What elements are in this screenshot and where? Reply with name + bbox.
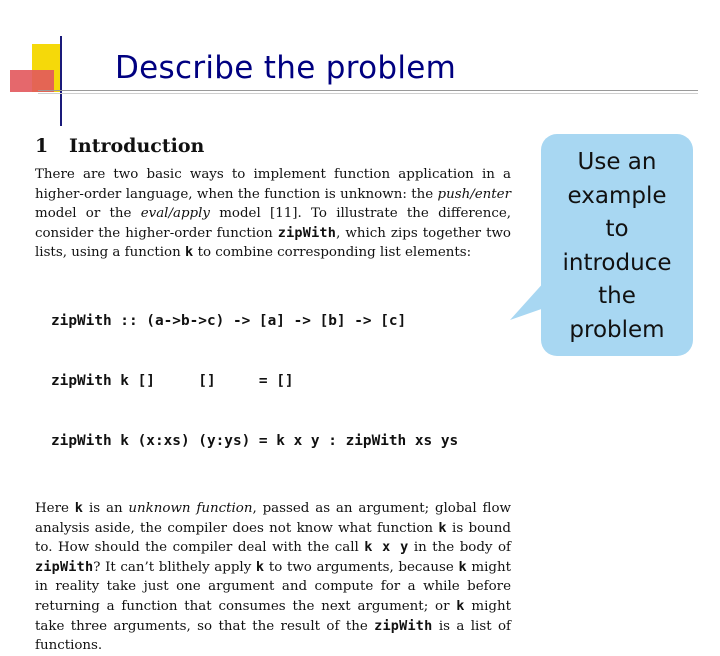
callout-line: example <box>567 182 667 209</box>
callout-line: introduce <box>562 249 672 276</box>
inline-code: k <box>456 597 465 614</box>
paragraph-text: might take three arguments, so that the result of the <box>35 598 511 634</box>
title-underline <box>38 90 698 91</box>
slide-title: Describe the problem <box>115 50 457 86</box>
callout-text <box>541 146 693 347</box>
paragraph-text: ? It can’t blithely apply <box>93 559 256 575</box>
callout-line: the <box>598 283 636 309</box>
title-underline-shadow <box>38 93 698 94</box>
paragraph-text: in the body of <box>408 540 512 556</box>
inline-code: k <box>184 244 194 261</box>
inline-code: k <box>255 558 265 575</box>
paragraph-text: is a list of functions. <box>35 618 511 654</box>
inline-code: zipWith <box>374 617 433 634</box>
paragraph-text: Here <box>35 500 75 516</box>
code-block <box>51 271 511 491</box>
paragraph-text: to combine corresponding list elements: <box>193 245 472 261</box>
inline-code: k <box>74 499 84 516</box>
emphasis-text: push/enter <box>437 186 511 202</box>
paragraph-text: is bound to. How should the compiler deal with the call <box>35 520 511 556</box>
paragraph-text: to two arguments, because <box>264 559 459 575</box>
section-heading <box>35 135 511 157</box>
emphasis-text: unknown function <box>128 500 253 516</box>
decorative-vertical-line <box>60 36 62 126</box>
decorative-red-bar <box>10 70 54 92</box>
inline-code: zipWith <box>35 558 94 575</box>
callout-line: Use an <box>577 149 657 175</box>
callout-line: problem <box>569 316 665 343</box>
explanation-paragraph <box>35 499 511 656</box>
paragraph-text: , which zips together two lists, using a function <box>35 225 511 261</box>
inline-code: k <box>458 558 467 575</box>
paragraph-text: might in reality take just one argument and compute for a while before returning a function that consumes the next argument; or <box>35 559 511 614</box>
emphasis-text: eval/apply <box>140 206 210 222</box>
section-title: Introduction <box>69 135 205 157</box>
code-line: zipWith k (x:xs) (y:ys) = k x y : zipWith xs ys <box>51 432 459 449</box>
paragraph-text: is an <box>83 500 129 516</box>
inline-code: k x y <box>364 539 409 556</box>
paragraph-text: There are two basic ways to implement function application in a higher-order language, when the function is unknown: the <box>35 167 511 202</box>
section-number: 1 <box>35 135 49 157</box>
paragraph-text: model or the <box>35 206 141 222</box>
inline-code: k <box>438 519 447 536</box>
paragraph-text: , passed as an argument; global flow analysis aside, the compiler does not know what function <box>35 500 511 536</box>
intro-paragraph <box>35 165 511 263</box>
paragraph-text: model [11]. To illustrate the difference, consider the higher-order function <box>35 206 511 241</box>
code-line: zipWith :: (a->b->c) -> [a] -> [b] -> [c] <box>51 312 407 329</box>
callout-line: to <box>605 216 629 242</box>
code-line: zipWith k [] [] = [] <box>51 372 294 389</box>
paper-excerpt <box>35 135 511 656</box>
inline-code: zipWith <box>277 224 337 241</box>
